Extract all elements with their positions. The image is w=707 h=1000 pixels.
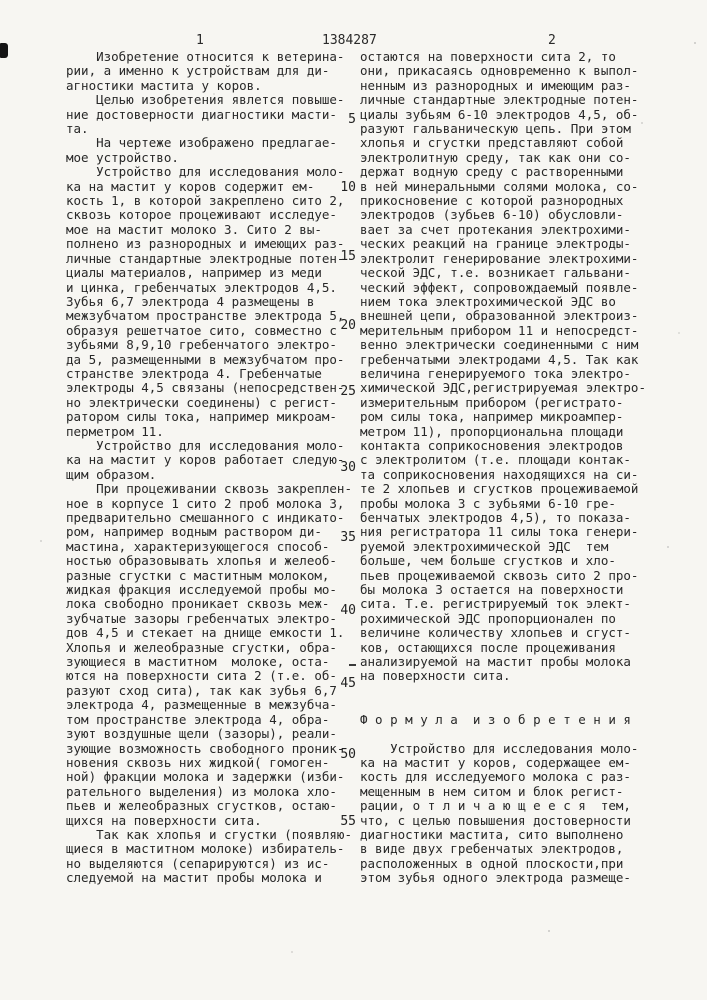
gutter-line-number: 50 <box>340 747 356 762</box>
gutter-line-number: 25 <box>340 384 356 399</box>
column-number-right: 2 <box>548 33 556 48</box>
gutter-line-number: 15 <box>340 249 356 264</box>
gutter-line-number: 20 <box>340 318 356 333</box>
gutter-line-number: 35 <box>340 530 356 545</box>
gutter-line-number: 40 <box>340 603 356 618</box>
gutter-line-number: 5 <box>348 112 356 127</box>
gutter-line-number: 30 <box>340 460 356 475</box>
column-number-left: 1 <box>196 33 204 48</box>
gutter-line-number: 55 <box>340 814 356 829</box>
patent-number: 1384287 <box>322 33 377 48</box>
scan-artifact-dash <box>349 664 356 666</box>
scan-noise-specks <box>0 0 2 2</box>
scan-artifact-blot <box>0 43 8 58</box>
gutter-line-number: 45 <box>340 676 356 691</box>
gutter-line-number: 10 <box>340 180 356 195</box>
right-column-text: остаются на поверхности сита 2, то они, прикасаясь одновременно к выпол- ненным из разнородных и имеющим раз- личные стандартные электродные потен- циалы зубьям 6-10 электродов 4,5, об- разуют гальваническую цепь. При этом хлопья и сгустки представляют собой электролитную среду, так как они со- держат водную среду с растворенными в ней минеральными солями молока, со- прикосновение с которой разнородных электродов (зубьев 6-10) обусловли- вает за счет протекания электрохими- ческих реакций на границе электроды- электролит генерирование электрохими- ческой ЭДС, т.е. возникает гальвани- ческий эффект, сопровождаемый появле- нием тока электрохимической ЭДС во внешней цепи, образованной электроиз- мерительным прибором 11 и непосредст- венно электрически соединенными с ним гребенчатыми электродами 4,5. Так как величина генерируемого тока электро- химической ЭДС,регистрируемая электро- измерительным прибором (регистрато- ром силы тока, например микроампер- метром 11), пропорциональна площади контакта соприкосновения электродов с электролитом (т.е. площади контак- та соприкосновения находящихся на си- те 2 хлопьев и сгустков процеживаемой пробы молока 3 с зубьями 6-10 гре- бенчатых электродов 4,5), то показа- ния регистратора 11 силы тока генери- руемой электрохимической ЭДС тем больше, чем больше сгустков и хло- пьев процеживаемой сквозь сито 2 про- бы молока 3 остается на поверхности сита. Т.е. регистрируемый ток элект- рохимической ЭДС пропорционален по величине количеству хлопьев и сгуст- ков, остающихся после процеживания анализируемой на мастит пробы молока на поверхности сита. Ф о р м у л а и з о б р е т е н и я Устройство для исследования моло- ка на мастит у коров, содержащее ем- кость для исследуемого молока с раз- мещенным в нем ситом и блок регист- рации, о т л и ч а ю щ е е с я тем, что, с целью повышения достоверности диагностики мастита, сито выполнено в виде двух гребенчатых электродов, расположенных в одной плоскости,при этом зубья одного электрода размеще- <box>360 49 646 886</box>
left-column-text: Изобретение относится к ветерина- рии, а именно к устройствам для ди- агностики мастита у коров. Целью изобретения явлется повыше- ние достоверности диагностики масти- та. На чертеже изображено предлагае- мое устройство. Устройство для исследования моло- ка на мастит у коров содержит ем- кость 1, в которой закреплено сито 2, сквозь которое процеживают исследуе- мое на мастит молоко 3. Сито 2 вы- полнено из разнородных и имеющих раз- личные стандартные электродные потен- циалы материалов, например из меди и цинка, гребенчатых электродов 4,5. Зубья 6,7 электрода 4 размещены в межзубчатом пространстве электрода 5, образуя решетчатое сито, совместно с зубьями 8,9,10 гребенчатого электро- да 5, размещенными в межзубчатом про- странстве электрода 4. Гребенчатые электроды 4,5 связаны (непосредствен- но электрически соединены) с регист- ратором силы тока, например микроам- перметром 11. Устройство для исследования моло- ка на мастит у коров работает следую- щим образом. При процеживании сквозь закреплен- ное в корпусе 1 сито 2 проб молока 3, предварительно смешанного с индикато- ром, например водным раствором ди- мастина, характеризующегося способ- ностью образовывать хлопья и желеоб- разные сгустки с маститным молоком, жидкая фракция исследуемой пробы мо- лока свободно проникает сквозь меж- зубчатые зазоры гребенчатых электро- дов 4,5 и стекает на днище емкости 1. Хлопья и желеобразные сгустки, обра- зующиеся в маститном молоке, оста- ются на поверхности сита 2 (т.е. об- разуют сход сита), так как зубья 6,7 электрода 4, размещенные в межзубча- том пространстве электрода 4, обра- зуют воздушные щели (зазоры), реали- зующие возможность свободного проник- новения сквозь них жидкой( гомоген- ной) фракции молока и задержки (изби- рательного выделения) из молока хло- пьев и желеобразных сгустков, остаю- щихся на поверхности сита. Так как хлопья и сгустки (появляю- щиеся в маститном молоке) избиратель- но выделяются (сепарируются) из ис- следуемой на мастит пробы молока и <box>66 49 352 886</box>
